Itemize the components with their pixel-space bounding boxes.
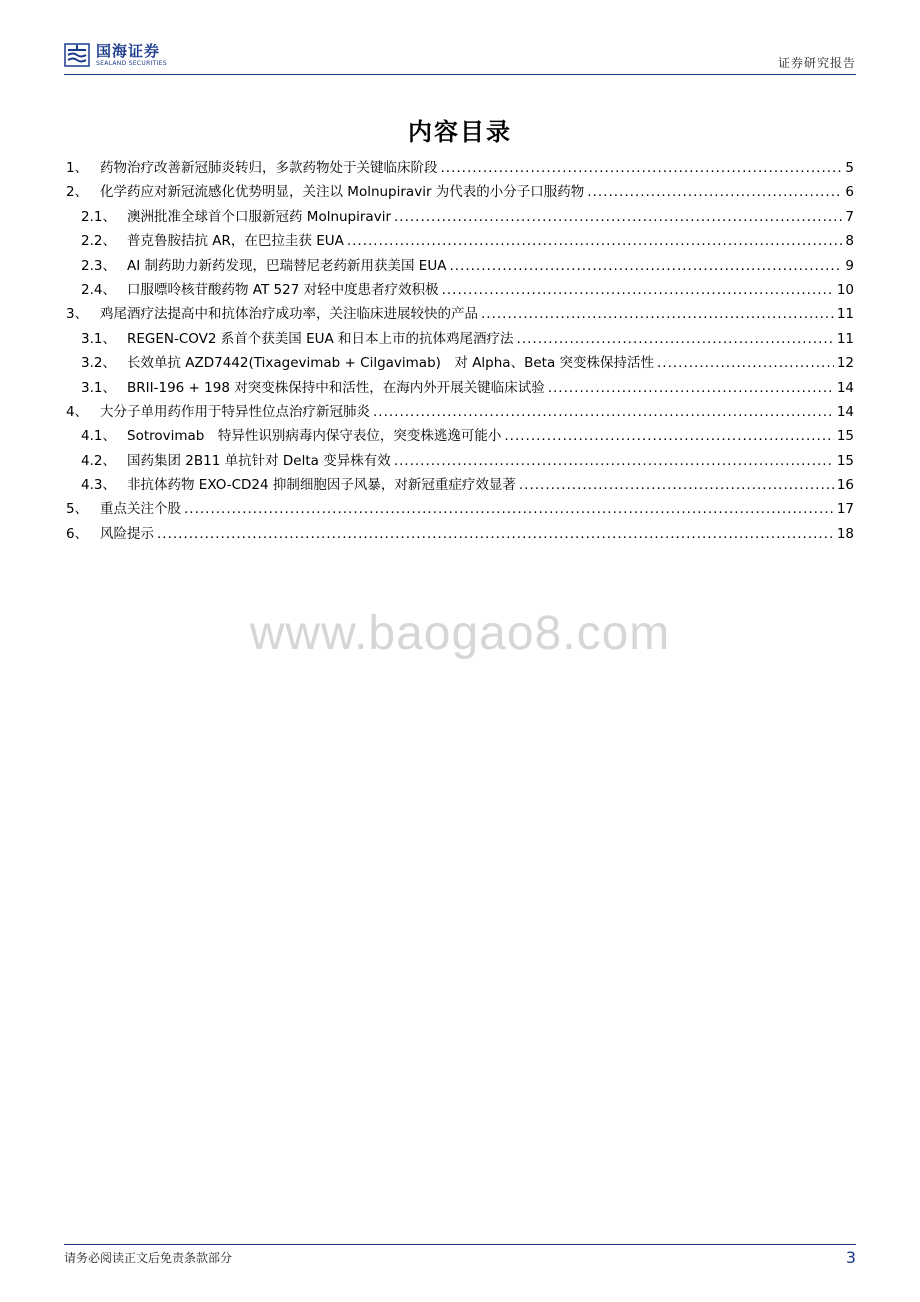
logo-chinese-name: 国海证券 [96,41,161,60]
toc-entry-number: 2.1、 [81,208,116,225]
toc-entry-title[interactable]: 化学药应对新冠流感化优势明显，关注以 Molnupiravir 为代表的小分子口服药物 [100,184,585,201]
toc-entry-number: 4.2、 [81,452,116,469]
toc-entry-page[interactable]: 15 [836,428,854,445]
company-logo [64,42,167,68]
toc-entry-number: 2、 [66,184,89,201]
toc-entry-page[interactable]: 5 [845,160,854,176]
toc-entry[interactable] [66,424,854,448]
toc-dot-leader [481,306,834,322]
toc-entry-page[interactable]: 14 [836,379,854,396]
toc-entry-number: 4.1、 [81,428,116,445]
toc-entry[interactable] [66,254,854,278]
toc-dot-leader [587,184,842,200]
page-header [64,40,856,75]
toc-entry-number: 2.4、 [81,281,116,298]
toc-entry-page[interactable]: 12 [836,355,854,372]
toc-entry-title[interactable]: REGEN-COV2 系首个获美国 EUA 和日本上市的抗体鸡尾酒疗法 [127,330,514,347]
toc-dot-leader [548,380,834,396]
toc-entry-title[interactable]: 普克鲁胺拮抗 AR，在巴拉圭获 EUA [127,233,344,250]
toc-entry-page[interactable]: 9 [845,257,854,274]
toc-entry-page[interactable]: 11 [836,306,854,323]
toc-entry[interactable] [66,229,854,253]
toc-entry-title[interactable]: 国药集团 2B11 单抗针对 Delta 变异株有效 [127,452,391,469]
watermark: www.baogao8.com [249,607,671,660]
table-of-contents [66,156,854,546]
toc-entry-number: 4.3、 [81,477,116,494]
toc-entry-title[interactable]: AI 制药助力新药发现，巴瑞替尼老药新用获美国 EUA [127,257,447,274]
toc-entry-page[interactable]: 11 [836,330,854,347]
toc-dot-leader [157,526,834,542]
toc-dot-leader [347,233,843,249]
toc-entry-page[interactable]: 15 [836,452,854,469]
toc-dot-leader [504,428,833,444]
toc-entry[interactable] [66,400,854,424]
toc-entry[interactable] [66,278,854,302]
toc-entry[interactable] [66,522,854,546]
toc-entry[interactable] [66,497,854,521]
toc-entry-title[interactable]: BRII-196 + 198 对突变株保持中和活性，在海内外开展关键临床试验 [127,379,545,396]
toc-entry[interactable] [66,180,854,204]
toc-entry-number: 3.2、 [81,355,116,372]
toc-dot-leader [442,282,834,298]
toc-dot-leader [449,258,842,274]
toc-entry-number: 3.1、 [81,379,116,396]
toc-entry-number: 5、 [66,501,89,518]
toc-entry-number: 2.2、 [81,233,116,250]
toc-entry-page[interactable]: 14 [836,403,854,420]
toc-entry-title[interactable]: 风险提示 [100,525,154,542]
toc-entry-number: 3、 [66,306,89,323]
toc-entry[interactable] [66,351,854,375]
toc-entry-number: 1、 [66,160,89,176]
toc-dot-leader [519,477,834,493]
toc-entry-title[interactable]: 长效单抗 AZD7442(Tixagevimab + Cilgavimab) 对 Alpha、Beta 突变株保持活性 [127,355,655,372]
toc-dot-leader [184,501,834,517]
toc-entry-number: 3.1、 [81,330,116,347]
toc-entry-page[interactable]: 18 [836,525,854,542]
toc-entry-page[interactable]: 7 [845,208,854,225]
toc-entry-title[interactable]: 澳洲批准全球首个口服新冠药 Molnupiravir [127,208,391,225]
toc-dot-leader [517,331,834,347]
toc-entry[interactable] [66,449,854,473]
toc-dot-leader [394,209,842,225]
toc-entry-title[interactable]: 口服嘌呤核苷酸药物 AT 527 对轻中度患者疗效积极 [127,281,439,298]
toc-entry-page[interactable]: 10 [836,281,854,298]
toc-entry[interactable] [66,205,854,229]
toc-dot-leader [373,404,834,420]
toc-dot-leader [394,453,834,469]
toc-entry-page[interactable]: 6 [845,184,854,201]
disclaimer-note: 请务必阅读正文后免责条款部分 [64,1251,233,1265]
toc-entry-number: 6、 [66,525,89,542]
toc-title: 内容目录 [408,117,512,146]
toc-entry-title[interactable]: 鸡尾酒疗法提高中和抗体治疗成功率，关注临床进展较快的产品 [100,306,478,323]
toc-entry-title[interactable]: 大分子单用药作用于特异性位点治疗新冠肺炎 [100,403,370,420]
toc-entry[interactable] [66,473,854,497]
sealand-logo-icon [64,42,90,68]
toc-entry[interactable] [66,327,854,351]
toc-entry[interactable] [66,376,854,400]
toc-entry-page[interactable]: 16 [836,477,854,494]
toc-entry-page[interactable]: 17 [836,501,854,518]
toc-entry-title[interactable]: 药物治疗改善新冠肺炎转归，多款药物处于关键临床阶段 [100,160,438,176]
toc-entry-title[interactable]: 重点关注个股 [100,501,181,518]
toc-dot-leader [657,355,834,371]
toc-entry-number: 2.3、 [81,257,116,274]
toc-entry[interactable] [66,302,854,326]
toc-entry[interactable] [66,156,854,180]
toc-entry-title[interactable]: 非抗体药物 EXO-CD24 抑制细胞因子风暴，对新冠重症疗效显著 [127,477,516,494]
toc-entry-page[interactable]: 8 [845,233,854,250]
toc-entry-title[interactable]: Sotrovimab 特异性识别病毒内保守表位，突变株逃逸可能小 [127,428,502,445]
logo-english-name: SEALAND SECURITIES [96,59,167,67]
page-footer [64,1244,856,1275]
toc-dot-leader [441,160,843,176]
report-type-label: 证券研究报告 [777,56,856,70]
page-number: 3 [845,1248,856,1267]
toc-entry-number: 4、 [66,403,89,420]
